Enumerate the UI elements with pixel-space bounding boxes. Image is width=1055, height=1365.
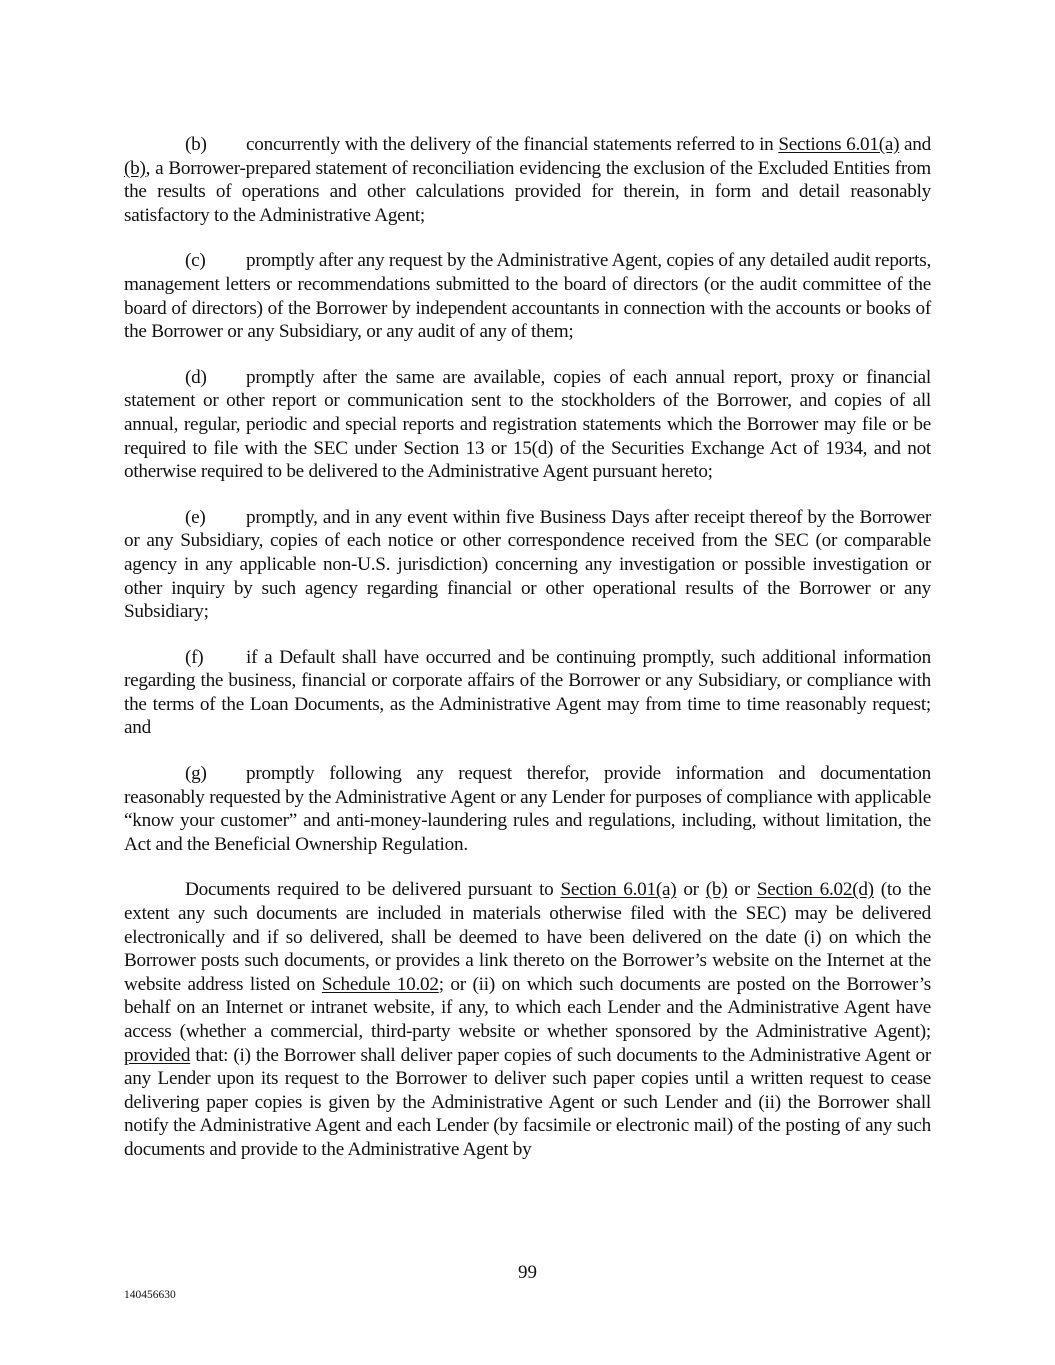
paragraph-b-text-3: , a Borrower-prepared statement of reconciliation evidencing the exclusion of the Excluded Entities from the results of operations and other calculations provided for therein, in form and detail reasonably satisfactory to the Administrative Agent; [124,157,931,226]
paragraph-b-text-1: concurrently with the delivery of the financial statements referred to in [246,134,779,155]
paragraph-f [124,646,931,740]
documents-text-4: (to the extent any such documents are included in materials otherwise filed with the SEC) may be delivered electronically and if so delivered, shall be deemed to have been delivered on the date (i) on which the Borrower posts such documents, or provides a link thereto on the Borrower’s website on the Internet at the website address listed on [124,879,931,995]
documents-text-6: that: (i) the Borrower shall deliver paper copies of such documents to the Administrative Agent or any Lender upon its request to the Borrower to deliver such paper copies until a written request to cease delivering paper copies is given by the Administrative Agent or such Lender and (ii) the Borrower shall notify the Administrative Agent and each Lender (by facsimile or electronic mail) of the posting of any such documents and provide to the Administrative Agent by [124,1044,931,1160]
paragraph-e [124,506,931,624]
paragraph-b-text-2: and [899,134,931,155]
paragraph-documents-delivery [124,878,931,1161]
section-ref-b: (b) [124,157,146,179]
clause-label-b: (b) [185,134,207,155]
paragraph-f-text: if a Default shall have occurred and be continuing promptly, such additional information regarding the business, financial or corporate affairs of the Borrower or any Subsidiary, or compliance with the terms of the Loan Documents, as the Administrative Agent may from time to time reasonably request; and [124,646,931,739]
paragraph-d [124,366,931,484]
document-id: 140456630 [124,1289,176,1301]
clause-label-g: (g) [185,763,207,785]
documents-text-3: or [727,879,757,901]
page-number: 99 [518,1262,537,1283]
paragraph-c [124,249,931,343]
section-ref-6-01a: Sections 6.01(a) [778,134,900,155]
documents-text-5: ; or (ii) on which such documents are posted on the Borrower’s behalf on an Internet or intranet website, if any, to which each Lender and the Administrative Agent have access (whether a commercial, third-party website or whether sponsored by the Administrative Agent); [124,973,931,1042]
clause-label-e: (e) [185,506,206,528]
clause-label-c: (c) [185,250,206,272]
schedule-ref-10-02: Schedule 10.02 [321,973,439,995]
paragraph-d-text: promptly after the same are available, copies of each annual report, proxy or financial statement or other report or communication sent to the stockholders of the Borrower, and copies of all annual, regular, periodic and special reports and registration statements which the Borrower may file or be required to file with the SEC under Section 13 or 15(d) of the Securities Exchange Act of 1934, and not otherwise required to be delivered to the Administrative Agent pursuant hereto; [124,366,931,483]
paragraph-g-text: promptly following any request therefor, provide information and documentation reasonably requested by the Administrative Agent or any Lender for purposes of compliance with applicable “know your customer” and anti-money-laundering rules and regulations, including, without limitation, the Act and the Beneficial Ownership Regulation. [124,763,931,855]
section-ref-6-02d: Section 6.02(d) [756,879,874,901]
document-page [124,133,931,1162]
clause-label-f: (f) [185,646,204,668]
paragraph-c-text: promptly after any request by the Administrative Agent, copies of any detailed audit reports, management letters or recommendations submitted to the board of directors (or the audit committee of the board of directors) of the Borrower by independent accountants in connection with the accounts or books of the Borrower or any Subsidiary, or any audit of any of them; [124,250,931,343]
section-ref-b: (b) [705,879,728,901]
documents-text-2: or [676,879,706,901]
paragraph-b [124,133,931,227]
clause-label-d: (d) [185,366,207,388]
paragraph-e-text: promptly, and in any event within five Business Days after receipt thereof by the Borrower or any Subsidiary, copies of each notice or other correspondence received from the SEC (or comparable agency in any applicable non-U.S. jurisdiction) concerning any investigation or possible investigation or other inquiry by such agency regarding financial or other operational results of the Borrower or any Subsidiary; [124,506,931,623]
provided-term: provided [124,1044,191,1066]
documents-text-1: Documents required to be delivered pursuant to [185,879,561,901]
section-ref-6-01a: Section 6.01(a) [560,879,677,901]
paragraph-g [124,762,931,856]
